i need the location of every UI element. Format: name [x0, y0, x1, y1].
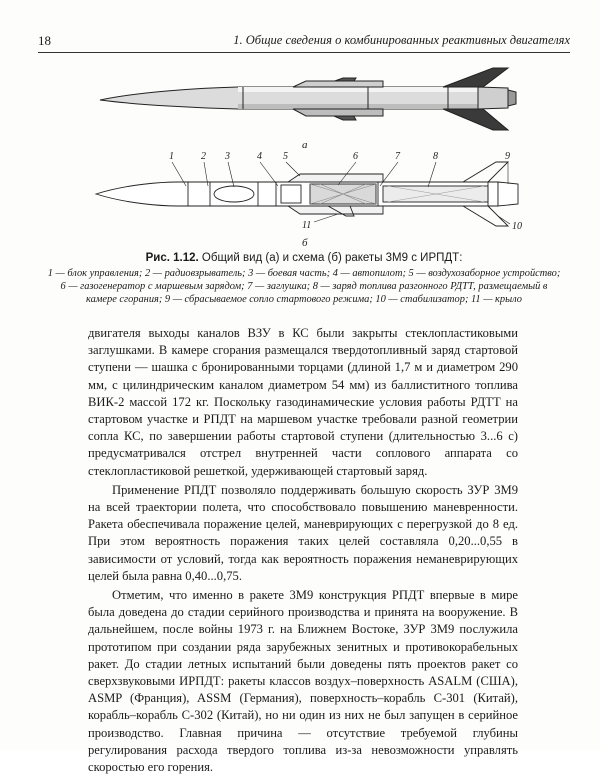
callout-9: 9	[505, 151, 510, 162]
missile-general-view	[100, 68, 516, 130]
paragraph-1: двигателя выходы каналов ВЗУ в КС были закрыты стеклопластиковыми заглушками. В камере сгорания размещался твердотопливный заряд стартовой ступени — шашка с бронированными торцами (длиной 1,7 м и диаметром 290 мм, с цилиндрическим каналом диаметром 54 мм) из баллиститного топлива ВИК-2 массой 172 кг. Поскольку газодинамические условия работы РДТТ на стартовом участке и РПДТ на маршевом участке требовали разной геометрии сопла КС, по завершении работы стартовой ступени (длительностью 3...6 с) предусматривался отстрел внутренней части соплового аппарата со стеклопластиковой решеткой, удерживающей стартовый заряд.	[88, 326, 518, 478]
callout-2: 2	[201, 151, 206, 162]
callout-4: 4	[257, 151, 262, 162]
figure-legend: 1 — блок управления; 2 — радиовзрыватель; 3 — боевая часть; 4 — автопилот; 5 — воздухозаборное устройство; 6 — газогенератор с маршевым зарядом; 7 — заглушка; 8 — заряд топлива разгонного РДТТ, размещаемый в камере сгорания; 9 — сбрасываемое сопло стартового режима; 10 — стабилизатор; 11 — крыло	[47, 268, 561, 305]
page-number: 18	[38, 33, 51, 48]
callout-11: 11	[302, 220, 312, 231]
paragraph-3: Отметим, что именно в ракете 3М9 конструкция РПДТ впервые в мире была доведена до стадии серийного производства и принята на вооружение. В дальнейшем, после войны 1973 г. на Ближнем Востоке, ЗУР 3М9 послужила прототипом при создании ряда зарубежных зенитных и противокорабельных ракет. До стадии летных испытаний были доведены пять проектов ракет со сверхзвуковыми ИРПДТ: ракеты классов воздух–поверхность ASALM (США), ASMP (Франция), ASSM (Германия), поверхность–корабль С-301 (Китай), корабль–корабль С-302 (Китай), но ни один из них не был запущен в серийное производство. Главная причина — отсутствие требуемой глубины регулирования расхода твердого топлива из-за невозможности управлять скоростью его горения.	[88, 588, 518, 775]
callout-7: 7	[395, 151, 400, 162]
label-b: б	[302, 237, 308, 249]
figure-caption	[40, 252, 568, 306]
callout-10: 10	[512, 221, 522, 232]
callout-3: 3	[225, 151, 230, 162]
caption-text: Общий вид (а) и схема (б) ракеты 3М9 с ИРПДТ:	[201, 252, 463, 264]
callout-1: 1	[169, 151, 174, 162]
figure	[38, 56, 570, 256]
caption-label: Рис. 1.12.	[145, 252, 199, 264]
missile-drawing	[38, 56, 570, 252]
running-title: 1. Общие сведения о комбинированных реактивных двигателях	[233, 33, 570, 47]
body-text	[88, 325, 518, 776]
callout-8: 8	[433, 151, 438, 162]
label-a: а	[302, 139, 308, 151]
missile-schematic	[96, 162, 518, 226]
callout-6: 6	[353, 151, 358, 162]
paragraph-2: Применение РПДТ позволяло поддерживать большую скорость ЗУР 3М9 на всей траектории полета, что способствовало повышению маневренности. Ракета обеспечивала поражение целей, маневрирующих с перегрузкой до 8 ед. При этом вероятность поражения таких целей составляла 0,20...0,55 в зависимости от условий, тогда как вероятность поражения неманеврирующих целей была равна 0,40...0,75.	[88, 482, 518, 583]
caption-title	[40, 252, 568, 264]
page-header	[38, 30, 570, 53]
callout-5: 5	[283, 151, 288, 162]
